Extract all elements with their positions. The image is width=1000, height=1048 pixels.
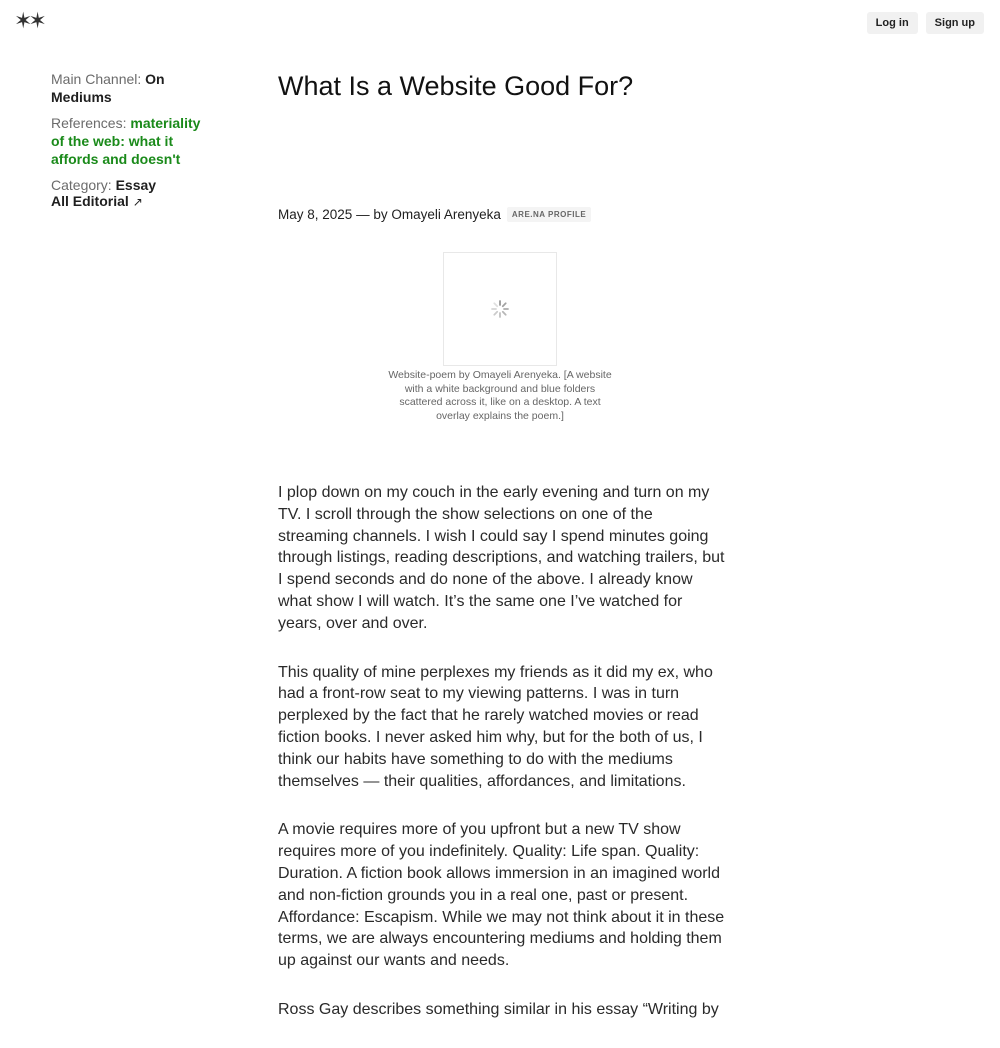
paragraph: Ross Gay describes something similar in his essay “Writing by	[278, 1000, 719, 1018]
category-label: Category:	[51, 177, 112, 193]
byline	[278, 207, 591, 222]
figure-caption: Website-poem by Omayeli Arenyeka. [A website with a white background and blue folders scattered across it, like on a desktop. A text overlay explains the poem.]	[388, 369, 612, 422]
paragraph: A movie requires more of you upfront but a new TV show requires more of you indefinitely. Quality: Life span. Quality: Duration. A fiction book allows immersion in an imagined world and non-fiction grounds you in a real one, past or present. Affordance: Escapism. While we may not think about it in these terms, we are always encountering mediums and holding them up against our wants and needs.	[278, 821, 725, 970]
external-arrow-icon: ↗	[132, 195, 143, 209]
login-button[interactable]: Log in	[867, 12, 918, 34]
all-editorial-link[interactable]	[51, 192, 201, 211]
sidebar	[51, 70, 201, 211]
references-link[interactable]: materiality of the web: what it affords and doesn't	[51, 115, 201, 167]
article-title: What Is a Website Good For?	[278, 71, 634, 101]
figure-image-placeholder[interactable]	[443, 252, 557, 366]
arena-logo[interactable]: ✶✶	[14, 8, 43, 33]
loading-spinner-icon	[490, 299, 510, 319]
category-link[interactable]: Essay	[115, 177, 157, 193]
byline-separator: — by	[356, 207, 388, 222]
arena-profile-badge[interactable]: ARE.NA PROFILE	[507, 207, 591, 222]
article-date: May 8, 2025	[278, 207, 353, 222]
paragraph: I plop down on my couch in the early evening and turn on my TV. I scroll through the show selections on one of the streaming channels. I wish I could say I spend minutes going through listings, reading descriptions, and watching trailers, but I spend seconds and do none of the above. I already know what show I will watch. It’s the same one I’ve watched for years, over and over.	[278, 484, 725, 632]
article-header	[278, 68, 728, 104]
all-editorial-label: All Editorial	[51, 193, 129, 209]
author-link[interactable]: Omayeli Arenyeka	[391, 207, 501, 222]
references-meta	[51, 114, 201, 168]
signup-button[interactable]: Sign up	[926, 12, 984, 34]
references-label: References:	[51, 115, 127, 131]
article-body	[278, 482, 726, 1048]
article-figure	[378, 252, 622, 423]
paragraph: This quality of mine perplexes my friends as it did my ex, who had a front-row seat to my viewing patterns. I was in turn perplexed by the fact that he rarely watched movies or read fiction books. I never asked him why, but for the both of us, I think our habits have something to do with the mediums themselves — their qualities, affordances, and limitations.	[278, 663, 713, 790]
main-channel-label: Main Channel:	[51, 71, 142, 87]
main-channel-link[interactable]: On Mediums	[51, 71, 165, 105]
auth-buttons	[867, 12, 984, 34]
main-channel-meta	[51, 70, 201, 106]
